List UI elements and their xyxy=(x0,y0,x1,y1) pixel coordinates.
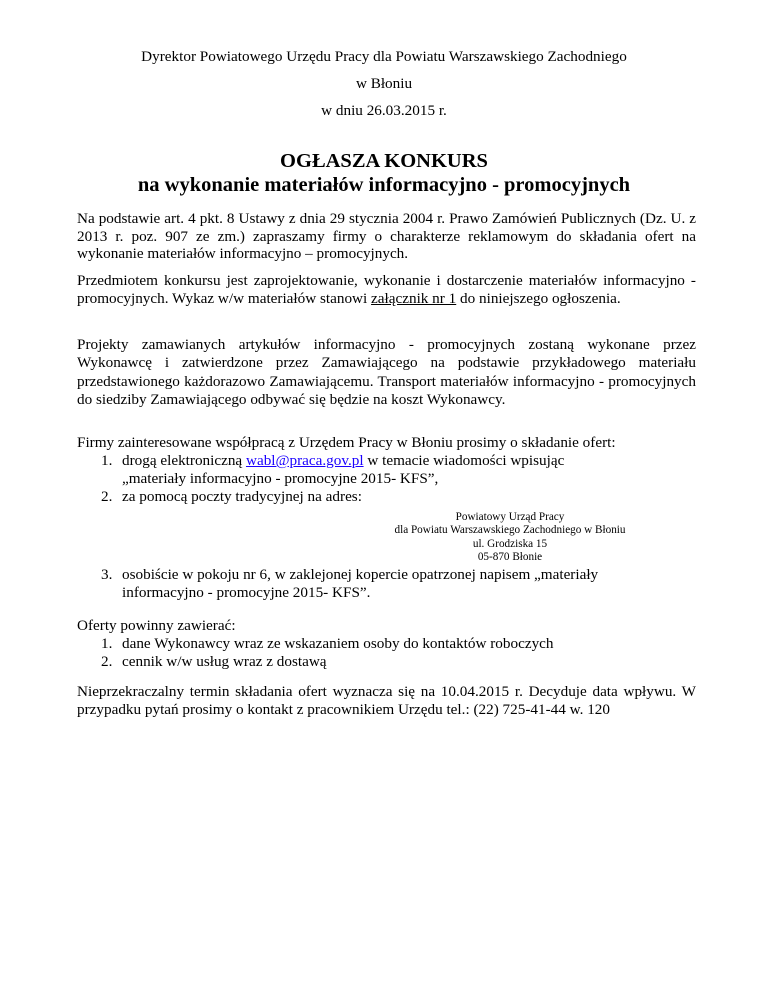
paragraph-subject-text: Przedmiotem konkursu jest zaprojektowanie, wykonanie i dostarczenie materiałów informacyjno - promocyjnych. Wykaz w/w materiałów stanowi xyxy=(77,272,696,308)
offers-item-in-person xyxy=(77,566,717,602)
paragraph-legal-basis: Na podstawie art. 4 pkt. 8 Ustawy z dnia 29 stycznia 2004 r. Prawo Zamówień Publicznych (Dz. U. z 2013 r. poz. 907 ze zm.) zapraszamy firmy o charakterze reklamowym do składania ofert na wykonanie materiałów informacyjno – promocyjnych. xyxy=(77,210,696,263)
offers-item-email-text: drogą elektroniczną xyxy=(122,452,246,469)
postal-address xyxy=(360,511,660,565)
list-number: 3. xyxy=(101,566,113,583)
paragraph-deadline: Nieprzekraczalny termin składania ofert wyznacza się na 10.04.2015 r. Decyduje data wpływu. W przypadku pytań prosimy o kontakt z pracownikiem Urzędu tel.: (22) 725-41-44 w. 120 xyxy=(77,683,696,718)
contents-item-text: dane Wykonawcy wraz ze wskazaniem osoby do kontaktów roboczych xyxy=(122,635,554,652)
address-line: dla Powiatu Warszawskiego Zachodniego w Błoniu xyxy=(394,524,626,537)
contents-list xyxy=(77,635,717,671)
list-number: 2. xyxy=(101,488,113,505)
header-date: w dniu 26.03.2015 r. xyxy=(321,102,447,119)
email-link[interactable]: wabl@praca.gov.pl xyxy=(245,452,364,469)
paragraph-projects: Projekty zamawianych artykułów informacyjno - promocyjnych zostaną wykonane przez Wykonawcę i zatwierdzone przez Zamawiającego na podstawie przykładowego materiału przedstawionego każdorazowo Zamawiającemu. Transport materiałów informacyjno - promocyjnych do siedziby Zamawiającego odbywać się będzie na koszt Wykonawcy. xyxy=(77,336,696,409)
address-line: 05-870 Błonie xyxy=(477,551,543,564)
offers-item-in-person-text-end: informacyjno - promocyjne 2015- KFS”. xyxy=(122,584,371,601)
offers-item-email-text-end: w temacie wiadomości wpisując xyxy=(363,452,565,469)
contents-intro: Oferty powinny zawierać: xyxy=(77,617,236,634)
offers-item-post-text: za pomocą poczty tradycyjnej na adres: xyxy=(122,488,362,505)
offers-list-continued xyxy=(77,566,717,602)
paragraph-subject xyxy=(77,272,696,309)
contents-item-text: cennik w/w usług wraz z dostawą xyxy=(122,653,327,670)
offers-item-email xyxy=(77,452,717,488)
attachment-link: załącznik nr 1 xyxy=(371,290,457,308)
offers-intro: Firmy zainteresowane współpracą z Urzędem Pracy w Błoniu prosimy o składanie ofert: xyxy=(77,434,616,451)
paragraph-subject-end: do niniejszego ogłoszenia. xyxy=(456,290,621,308)
offers-item-in-person-text: osobiście w pokoju nr 6, w zaklejonej kopercie opatrzonej napisem „materiały xyxy=(122,566,599,583)
header-location: w Błoniu xyxy=(355,75,413,92)
list-number: 2. xyxy=(101,653,113,670)
title-main: OGŁASZA KONKURS xyxy=(280,150,488,172)
contents-item xyxy=(77,653,717,671)
contents-item xyxy=(77,635,717,653)
address-line: Powiatowy Urząd Pracy xyxy=(455,511,565,523)
list-number: 1. xyxy=(101,635,113,652)
offers-list xyxy=(77,452,717,506)
offers-item-email-subject: „materiały informacyjno - promocyjne 2015- KFS”, xyxy=(122,470,439,487)
list-number: 1. xyxy=(101,452,113,469)
header-issuer: Dyrektor Powiatowego Urzędu Pracy dla Powiatu Warszawskiego Zachodniego xyxy=(141,48,627,65)
title-subtitle: na wykonanie materiałów informacyjno - promocyjnych xyxy=(137,174,631,196)
offers-item-post xyxy=(77,488,717,506)
address-line: ul. Grodziska 15 xyxy=(472,537,548,550)
